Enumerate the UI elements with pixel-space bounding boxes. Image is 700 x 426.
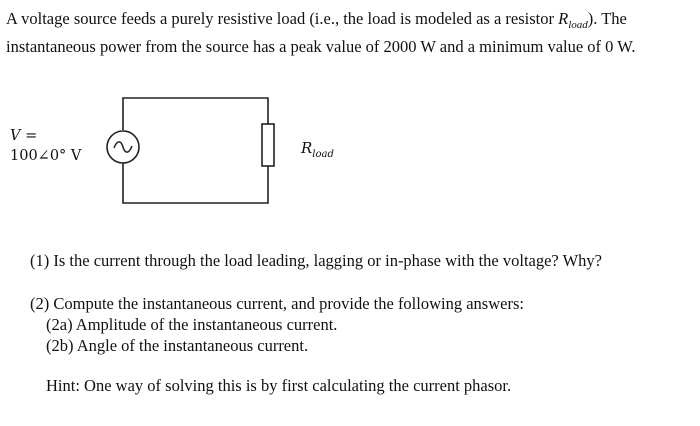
load-label-main: R (301, 139, 313, 157)
problem-statement (6, 8, 696, 58)
voltage-label-line-2: 100∠0° V (10, 148, 82, 164)
question-1: (1) Is the current through the load leading, lagging or in-phase with the voltage? Why? (30, 251, 602, 270)
bottom-wire (123, 163, 268, 203)
r-load-symbol (558, 9, 588, 31)
question-2 (30, 293, 524, 356)
resistor-body (262, 124, 274, 166)
top-wire (123, 98, 268, 130)
r-symbol: R (558, 9, 569, 28)
load-resistor-label (301, 139, 334, 160)
problem-line-1-text: A voltage source feeds a purely resistive load (i.e., the load is modeled as a resistor (6, 9, 559, 28)
voltage-label-line-1: V = (10, 128, 38, 144)
question-2b: (2b) Angle of the instantaneous current. (46, 336, 309, 355)
r-subscript: load (568, 19, 588, 31)
question-2a: (2a) Amplitude of the instantaneous current. (46, 315, 338, 334)
problem-line-2: instantaneous power from the source has a peak value of 2000 W and a minimum value of 0 W. (6, 37, 636, 56)
problem-line-1 (6, 8, 696, 36)
problem-line-1-suffix: ). The (587, 9, 627, 28)
question-2-text: (2) Compute the instantaneous current, and provide the following answers: (30, 294, 524, 313)
hint-text: Hint: One way of solving this is by first calculating the current phasor. (46, 376, 512, 395)
load-label-sub: load (312, 149, 334, 160)
source-voltage-label (10, 126, 81, 166)
